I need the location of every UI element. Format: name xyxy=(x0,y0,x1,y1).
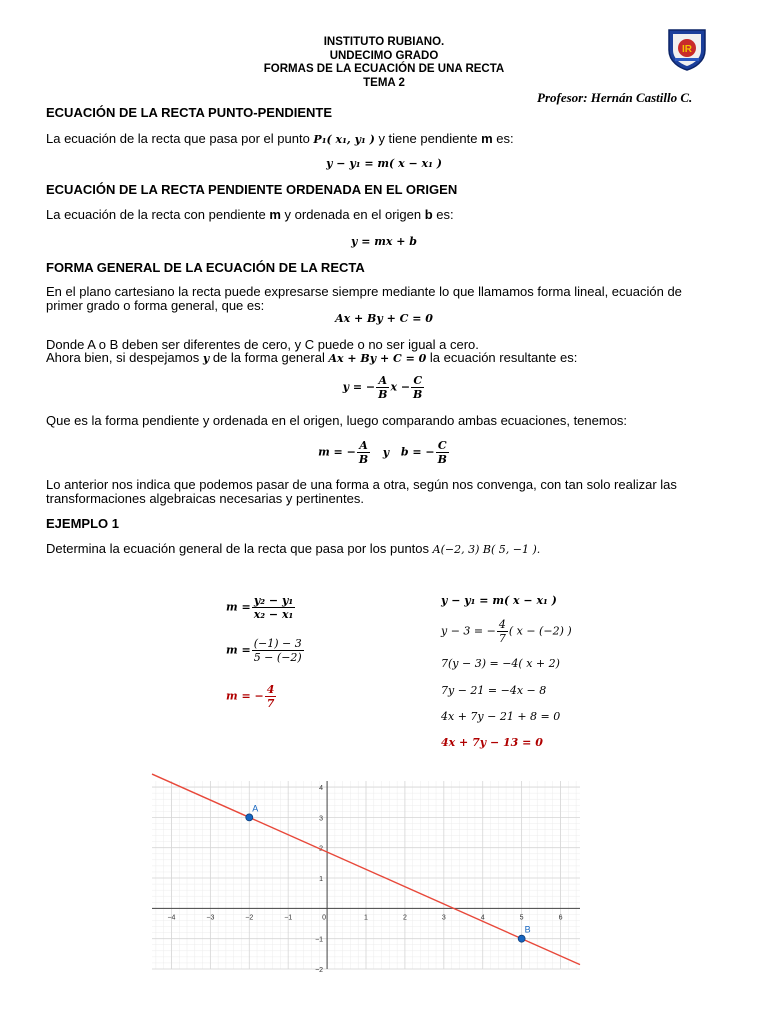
fraction-numerator: 4 xyxy=(498,618,506,631)
step-expand: 7y − 21 = −4x − 8 xyxy=(441,684,547,697)
y-tick-label: −2 xyxy=(315,967,324,974)
x-tick-label: −1 xyxy=(284,914,293,922)
y-tick-label: 3 xyxy=(319,815,324,823)
m-symbol: m xyxy=(269,207,281,222)
x-tick-label: −4 xyxy=(167,914,176,922)
text: La ecuación de la recta con pendiente xyxy=(46,207,270,222)
point-a xyxy=(246,814,253,821)
line-graph xyxy=(152,781,580,972)
fraction-denominator: x₂ − x₁ xyxy=(253,608,294,621)
x-tick-label: 2 xyxy=(402,914,407,922)
step-rearrange: 4x + 7y − 21 + 8 = 0 xyxy=(441,710,561,723)
point-label: B xyxy=(524,924,531,935)
text: la ecuación resultante es: xyxy=(426,350,578,365)
step-point-slope: y − y₁ = m( x − x₁ ) xyxy=(441,594,557,607)
slope-intercept-formula: y = mx + b xyxy=(350,235,418,248)
y-symbol: y xyxy=(202,352,210,365)
text: Determina la ecuación general de la recta que pasa por los puntos xyxy=(46,541,433,556)
text: La ecuación de la recta que pasa por el punto xyxy=(46,131,314,146)
point-slope-formula: y − y₁ = m( x − x₁ ) xyxy=(326,157,442,170)
professor-name: Profesor: Hernán Castillo C. xyxy=(537,90,693,105)
fraction-denominator: B xyxy=(437,453,447,466)
text: b = − xyxy=(400,445,435,459)
point-b xyxy=(518,935,525,942)
general-form-para1-line2: primer grado o forma general, que es: xyxy=(46,298,265,313)
logo-text: IR xyxy=(682,44,692,55)
x-tick-label: 3 xyxy=(441,914,446,922)
fraction-numerator: C xyxy=(411,374,424,388)
fraction-numerator: (−1) − 3 xyxy=(253,637,302,650)
solved-for-y-formula xyxy=(0,374,768,401)
text: es: xyxy=(432,207,454,222)
fraction-denominator: 7 xyxy=(266,697,275,710)
text: m = xyxy=(226,600,251,614)
general-form-para5-line2: transformaciones algebraicas necesarias y pertinentes. xyxy=(46,491,364,506)
general-form-formula: Ax + By + C = 0 xyxy=(335,312,433,325)
text: de la forma general xyxy=(209,350,329,365)
x-tick-label: 1 xyxy=(364,914,368,922)
section-heading-general-form: FORMA GENERAL DE LA ECUACIÓN DE LA RECTA xyxy=(46,260,365,275)
fraction-numerator: C xyxy=(436,439,449,453)
general-form-para4: Que es la forma pendiente y ordenada en el origen, luego comparando ambas ecuaciones, tenemos: xyxy=(46,413,628,428)
text: x − xyxy=(390,380,411,394)
point-label: A xyxy=(252,803,259,814)
point-slope-intro xyxy=(46,132,514,147)
fraction-numerator: A xyxy=(376,374,389,388)
fraction-denominator: 7 xyxy=(498,632,506,645)
y-tick-label: 4 xyxy=(319,785,324,793)
section-heading-slope-intercept: ECUACIÓN DE LA RECTA PENDIENTE ORDENADA EN EL ORIGEN xyxy=(46,182,458,197)
slope-result xyxy=(226,683,277,710)
x-tick-label: −2 xyxy=(245,914,254,922)
graph-canvas xyxy=(152,781,580,974)
topic: TEMA 2 xyxy=(363,77,405,89)
step-result: 4x + 7y − 13 = 0 xyxy=(441,736,543,749)
x-tick-label: −3 xyxy=(206,914,215,922)
fraction-numerator: 4 xyxy=(266,683,275,696)
slope-substitution xyxy=(226,637,305,664)
step-multiply: 7(y − 3) = −4( x + 2) xyxy=(441,657,560,670)
school-name: INSTITUTO RUBIANO. xyxy=(323,36,445,48)
b-symbol: b xyxy=(424,207,433,222)
general-form-inline: Ax + By + C = 0 xyxy=(328,352,427,365)
text: m = − xyxy=(226,689,264,703)
general-form-para3 xyxy=(46,351,577,366)
fraction-denominator: B xyxy=(358,453,369,466)
m-and-b-formulas xyxy=(0,439,768,466)
text: m = xyxy=(226,643,251,657)
text: y ordenada en el origen xyxy=(280,207,425,222)
y-tick-label: −1 xyxy=(315,936,324,944)
school-logo xyxy=(664,26,710,72)
text: y − 3 = − xyxy=(441,624,496,638)
point-p1: P₁( x₁, y₁ ) xyxy=(313,133,375,146)
general-form-para5-line1: Lo anterior nos indica que podemos pasar de una forma a otra, según nos convenga, con tan solo realizar las xyxy=(46,477,677,492)
example-prompt xyxy=(46,542,540,557)
text: m = − xyxy=(318,445,356,459)
general-form-para1-line1: En el plano cartesiano la recta puede expresarse siempre mediante lo que llamamos forma lineal, ecuación de xyxy=(46,284,682,299)
conjunction-y: y xyxy=(382,445,390,459)
x-tick-label: 6 xyxy=(558,914,563,922)
x-tick-label: 4 xyxy=(480,914,485,922)
fraction-numerator: A xyxy=(357,439,370,453)
grade: UNDECIMO GRADO xyxy=(329,50,439,62)
text: y = − xyxy=(342,380,376,394)
tick-labels xyxy=(167,785,562,974)
text: y tiene pendiente xyxy=(374,131,482,146)
section-heading-point-slope: ECUACIÓN DE LA RECTA PUNTO-PENDIENTE xyxy=(46,105,333,120)
slope-intercept-intro xyxy=(46,208,454,222)
m-symbol: m xyxy=(481,131,493,146)
y-tick-label: 1 xyxy=(319,876,324,884)
general-form-para2: Donde A o B deben ser diferentes de cero, y C puede o no ser igual a cero. xyxy=(46,337,479,352)
text: es: xyxy=(492,131,514,146)
fraction-denominator: B xyxy=(378,388,388,401)
x-tick-label: 0 xyxy=(322,914,327,922)
text: ( x − (−2) ) xyxy=(508,624,572,638)
doc-title: FORMAS DE LA ECUACIÓN DE UNA RECTA xyxy=(263,63,505,75)
x-tick-label: 5 xyxy=(519,914,524,922)
fraction-denominator: B xyxy=(413,388,423,401)
fraction-denominator: 5 − (−2) xyxy=(253,651,302,664)
step-substitute xyxy=(441,618,572,645)
major-grid xyxy=(152,781,580,969)
fraction-numerator: y₂ − y₁ xyxy=(252,594,296,608)
text: Ahora bien, si despejamos xyxy=(46,350,203,365)
example-heading: EJEMPLO 1 xyxy=(46,516,119,531)
slope-definition xyxy=(226,594,296,621)
example-points: A(−2, 3) B( 5, −1 ). xyxy=(432,543,541,556)
